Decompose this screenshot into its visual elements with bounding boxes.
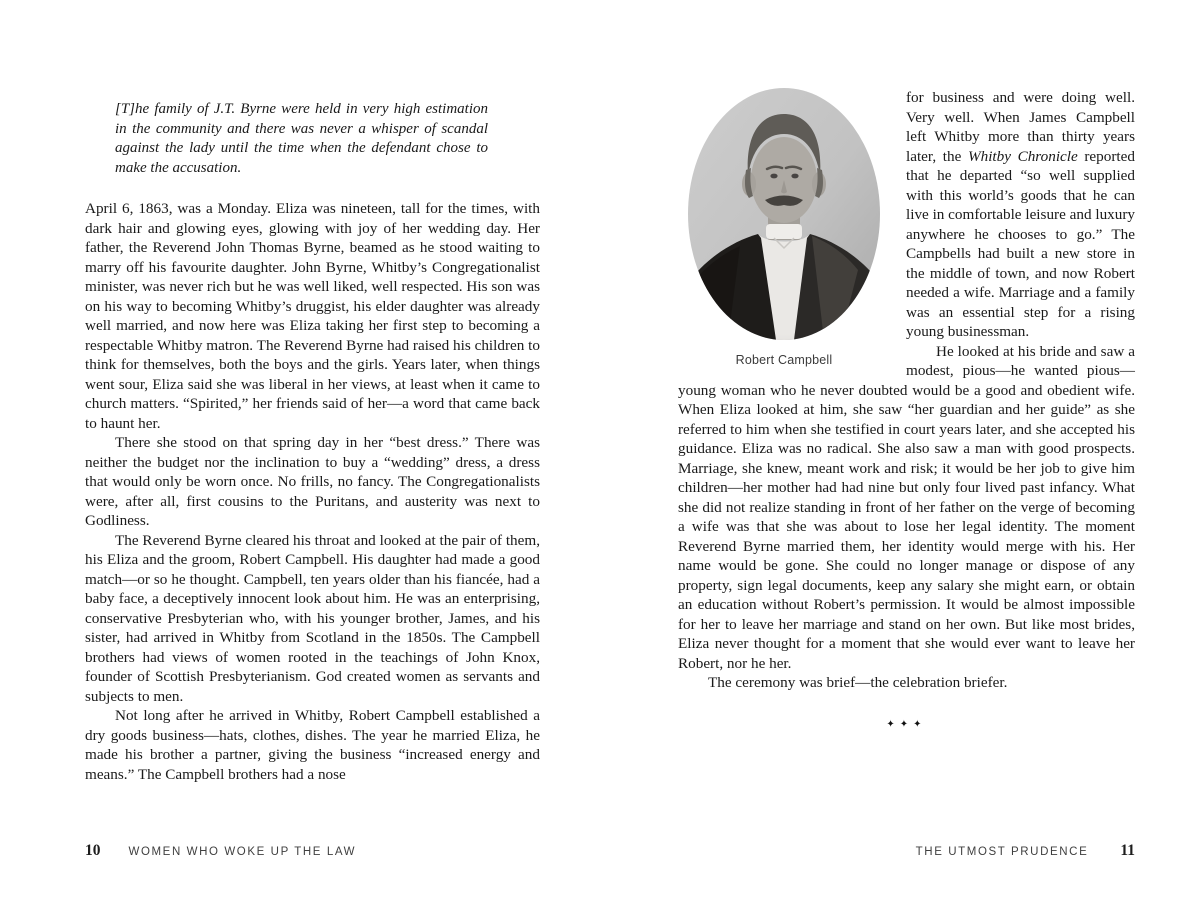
section-break-ornament: ✦✦✦ [886, 718, 927, 730]
right-running-title: THE UTMOST PRUDENCE [915, 846, 1089, 858]
epigraph-quote: [T]he family of J.T. Byrne were held in very high estimation in the community and there was never a whisper of scandal against the lady until the time when the defendant chose to make the accusation. [115, 101, 488, 176]
portrait-figure [688, 88, 880, 367]
body-paragraph-2: There she stood on that spring day in her “best dress.” There was neither the budget nor the inclination to buy a “wedding” dress, a dress that would only be worn once. No frills, no fancy. The Congregationalists were, after all, first cousins to the Puritans, and austerity was next to Godliness. [85, 434, 540, 529]
photo-caption: Robert Campbell [735, 353, 833, 367]
left-running-title: WOMEN WHO WOKE UP THE LAW [128, 846, 357, 858]
body-paragraph-7: The ceremony was brief—the celebration briefer. [708, 674, 1008, 691]
right-page-footer [678, 842, 1135, 860]
newspaper-title-italic: Whitby Chronicle [967, 147, 1078, 165]
body-paragraph-3: The Reverend Byrne cleared his throat and looked at the pair of them, his Eliza and the groom, Robert Campbell. His daughter had made a good match—or so he thought. Campbell, ten years older than his fiancée, had a baby face, a deceptively innocent look about him. He was an enterprising, conservative Presbyterian who, with his younger brother, James, and his sister, had arrived in Whitby from Scotland in the 1850s. The Campbell brothers had views of women rooted in the teachings of John Knox, founder of Scottish Presbyterianism. God created women as servants and subjects to men. [85, 531, 540, 705]
right-page [678, 88, 1135, 730]
left-page-footer [85, 842, 540, 860]
body-paragraph-6: He looked at his bride and saw a modest, pious—he wanted pious—young woman who he never doubted would be a good and obedient wife. When Eliza looked at him, she saw “her guardian and her guide” as she referred to him when she testified in court years later, and she accepted his guidance. Eliza was no radical. She also saw a man with good prospects. Marriage, she knew, meant work and risk; it would be her job to give him children—her mother had had nine but only four lived past infancy. What she did not realize standing in front of her father on the verge of becoming a wife was that she was about to lose her legal identity. The moment Reverend Byrne married them, her identity would merge with his. Her name would be gone. She could no longer manage or dispose of any property, sign legal documents, keep any salary she might earn, or obtain an education without Robert’s permission. It would be almost impossible for her to leave her marriage and stand on her own. But like most brides, Eliza never thought for a moment that she would ever want to leave her Robert, nor he her. [678, 342, 1135, 672]
left-page [85, 98, 540, 784]
left-page-number: 10 [85, 842, 101, 859]
robert-campbell-photo [688, 88, 880, 340]
right-page-number: 11 [1120, 842, 1135, 859]
continuation-text-before: for business and were doing well. Very well. When James Campbell left Whitby more than thirty years later, the [906, 89, 1135, 165]
body-paragraph-4: Not long after he arrived in Whitby, Robert Campbell established a dry goods business—hats, clothes, dishes. The year he married Eliza, he made his brother a partner, giving the business “increased energy and means.” The Campbell brothers had a nose [85, 707, 540, 783]
body-paragraph-1: April 6, 1863, was a Monday. Eliza was nineteen, tall for the times, with dark hair and glowing eyes, glowing with joy of her wedding day. Her father, the Reverend John Thomas Byrne, beamed as he stood waiting to marry off his favourite daughter. John Byrne, Whitby’s Congregationalist minister, was never rich but he was well liked, well respected. His son was on his way to becoming Whitby’s druggist, his elder daughter was already well married, and now here was Eliza taking her first step to becoming a respectable Whitby matron. The Reverend Byrne had raised his children to think for themselves, both the boys and the girls. Years later, when things went sour, Eliza said she was liberal in her views, at least when it came to church matters. “Spirited,” her friends said of her—a word that came back to haunt her. [85, 200, 540, 432]
continuation-text-after: reported that he departed “so well supplied with this world’s goods that he can live in comfortable leisure and luxury anywhere he chooses to go.” The Campbells had built a new store in the middle of town, and now Robert needed a wife. Marriage and a family was an essential step for a rising young businessman. [906, 147, 1136, 340]
